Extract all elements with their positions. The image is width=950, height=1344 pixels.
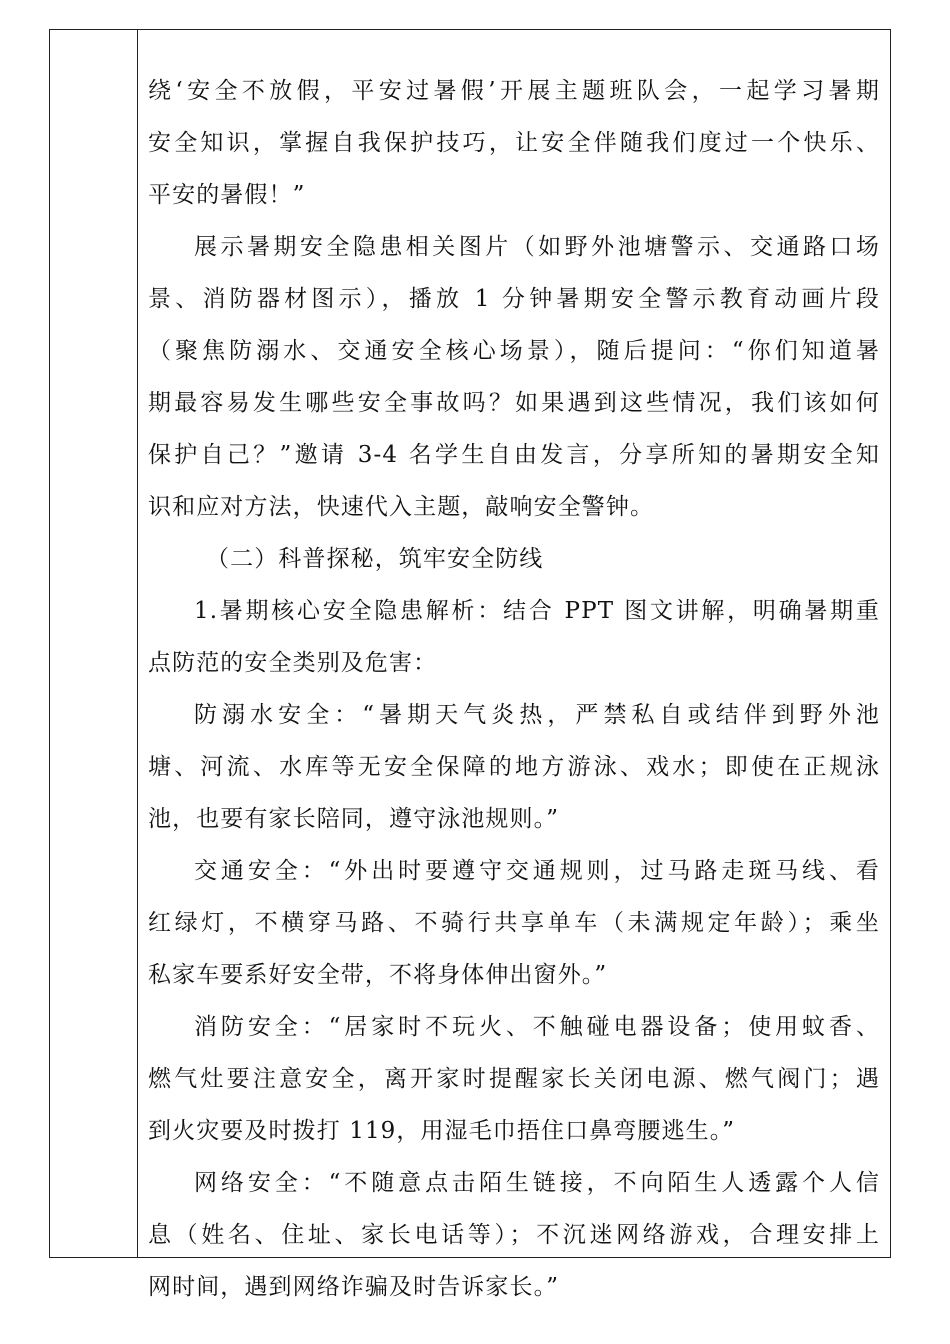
- text-line: 安全知识，掌握自我保护技巧，让安全伴随我们度过一个快乐、: [148, 130, 880, 156]
- table-left-column: [50, 30, 138, 1257]
- text-line: 防溺水安全：“暑期天气炎热，严禁私自或结伴到野外池: [194, 702, 880, 728]
- text-line: 绕‘安全不放假，平安过暑假’开展主题班队会，一起学习暑期: [148, 78, 880, 104]
- text-line: 息（姓名、住址、家长电话等）；不沉迷网络游戏，合理安排上: [148, 1222, 880, 1248]
- text-line: 景、消防器材图示），播放 1 分钟暑期安全警示教育动画片段: [148, 286, 880, 312]
- text-line: 塘、河流、水库等无安全保障的地方游泳、戏水；即使在正规泳: [148, 754, 880, 780]
- text-line: 私家车要系好安全带，不将身体伸出窗外。”: [148, 962, 608, 988]
- text-line: 点防范的安全类别及危害：: [148, 650, 438, 676]
- table-content-cell: [138, 30, 890, 1300]
- section-heading: （二）科普探秘，筑牢安全防线: [206, 546, 544, 572]
- text-line: 识和应对方法，快速代入主题，敲响安全警钟。: [148, 494, 655, 520]
- text-line: 红绿灯，不横穿马路、不骑行共享单车（未满规定年龄）；乘坐: [148, 910, 880, 936]
- text-line: 1.暑期核心安全隐患解析：结合 PPT 图文讲解，明确暑期重: [194, 598, 880, 624]
- text-line: 交通安全：“外出时要遵守交通规则，过马路走斑马线、看: [194, 858, 880, 884]
- text-line: 平安的暑假！”: [148, 182, 306, 208]
- text-line: 到火灾要及时拨打 119，用湿毛巾捂住口鼻弯腰逃生。”: [148, 1118, 736, 1144]
- text-line: 池，也要有家长陪同，遵守泳池规则。”: [148, 806, 560, 832]
- text-line: 保护自己？”邀请 3-4 名学生自由发言，分享所知的暑期安全知: [148, 442, 880, 468]
- text-line: （聚焦防溺水、交通安全核心场景），随后提问：“你们知道暑: [148, 338, 880, 364]
- text-line: 期最容易发生哪些安全事故吗？如果遇到这些情况，我们该如何: [148, 390, 880, 416]
- text-line: 消防安全：“居家时不玩火、不触碰电器设备；使用蚊香、: [194, 1014, 880, 1040]
- text-line: 展示暑期安全隐患相关图片（如野外池塘警示、交通路口场: [194, 234, 880, 260]
- text-line: 网络安全：“不随意点击陌生链接，不向陌生人透露个人信: [194, 1170, 880, 1196]
- text-line: 燃气灶要注意安全，离开家时提醒家长关闭电源、燃气阀门；遇: [148, 1066, 880, 1092]
- text-line: 网时间，遇到网络诈骗及时告诉家长。”: [148, 1274, 560, 1300]
- document-table: [49, 29, 891, 1300]
